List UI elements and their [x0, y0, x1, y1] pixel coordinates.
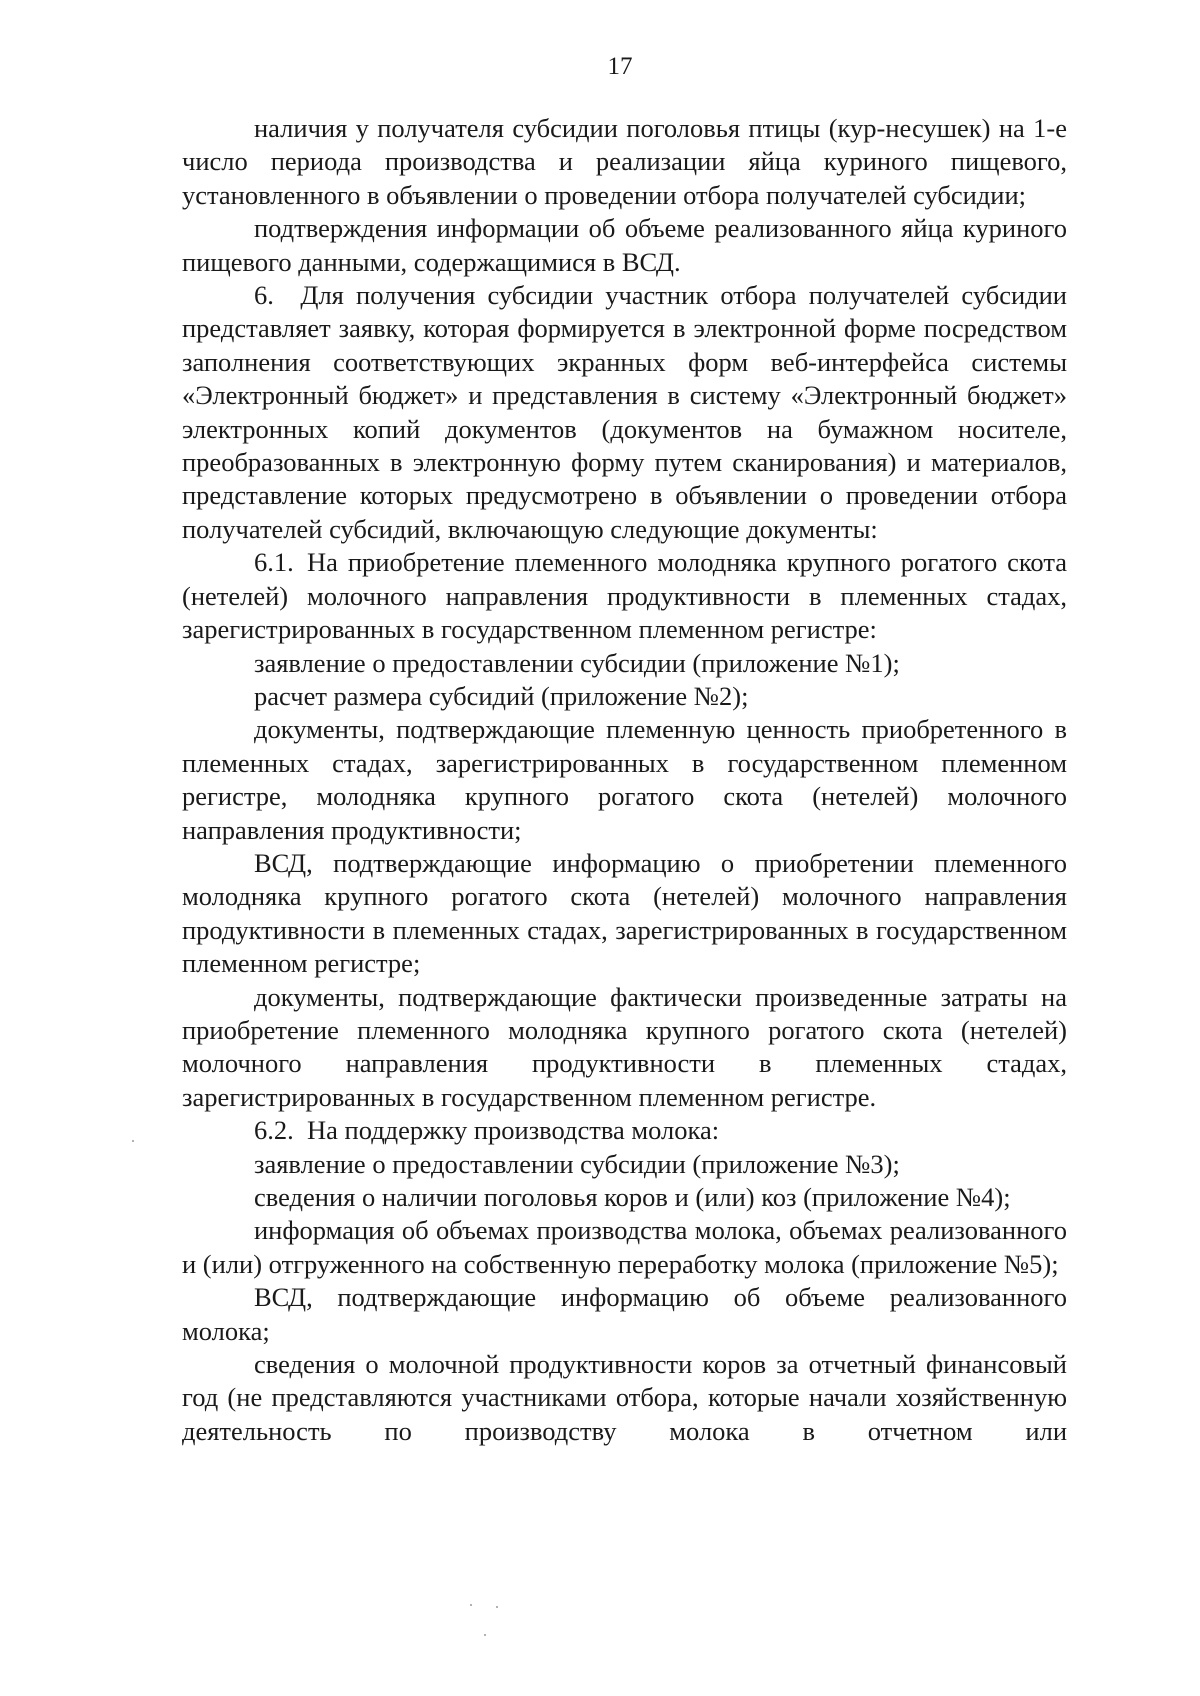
paragraph-section-6-1: 6.1. На приобретение племенного молодняка крупного рогатого скота (нетелей) молочного направления продуктивности в племенных стадах, зарегистрированных в государственном племенном регистре: [182, 547, 1067, 645]
scan-speck [132, 1140, 134, 1142]
paragraph-section-6-2: 6.2. На поддержку производства молока: [254, 1115, 720, 1146]
paragraph-poultry-stock: наличия у получателя субсидии поголовья птицы (кур-несушек) на 1-е число периода производства и реализации яйца куриного пищевого, установленного в объявлении о проведении отбора получателей субсидии; [182, 113, 1067, 210]
scan-speck [484, 1634, 486, 1636]
list-item-breeding-value-docs: документы, подтверждающие племенную ценность приобретенного в племенных стадах, зарегистрированных в государственном племенном регистре, молодняка крупного рогатого скота (нетелей) молочного направления продуктивности; [182, 714, 1067, 845]
paragraph-section-6: 6. Для получения субсидии участник отбора получателей субсидии представляет заявку, которая формируется в электронной форме посредством заполнения соответствующих экранных форм веб-интерфейса системы «Электронный бюджет» и представления в систему «Электронный бюджет» электронных копий документов (документов на бумажном носителе, преобразованных в электронную форму путем сканирования) и материалов, представление которых предусмотрено в объявлении о проведении отбора получателей субсидий, включающую следующие документы: [182, 280, 1067, 544]
list-item-application-3: заявление о предоставлении субсидии (приложение №3); [254, 1148, 900, 1179]
scan-speck [496, 1606, 498, 1608]
scan-speck [470, 1604, 472, 1606]
list-item-application-1: заявление о предоставлении субсидии (приложение №1); [254, 647, 900, 678]
list-item-vsd-milk: ВСД, подтверждающие информацию об объеме реализованного молока; [182, 1282, 1067, 1346]
list-item-cost-docs: документы, подтверждающие фактически произведенные затраты на приобретение племенного молодняка крупного рогатого скота (нетелей) молочного направления продуктивности в племенных стадах, зарегистрированных в государственном племенном регистре. [182, 981, 1067, 1112]
page-number: 17 [607, 53, 633, 80]
list-item-vsd-purchase: ВСД, подтверждающие информацию о приобретении племенного молодняка крупного рогатого скота (нетелей) молочного направления продуктивности в племенных стадах, зарегистрированных в государственном племенном регистре; [182, 847, 1067, 979]
list-item-milk-productivity: сведения о молочной продуктивности коров за отчетный финансовый год (не представляются участниками отбора, которые начали хозяйственную деятельность по производству молока в отчетном или [182, 1349, 1067, 1446]
list-item-livestock-4: сведения о наличии поголовья коров и (или) коз (приложение №4); [254, 1182, 1011, 1212]
paragraph-egg-volume: подтверждения информации об объеме реализованного яйца куриного пищевого данными, содержащимися в ВСД. [182, 213, 1067, 277]
list-item-calculation-2: расчет размера субсидий (приложение №2); [254, 680, 749, 711]
list-item-milk-volume-5: информация об объемах производства молока, объемах реализованного и (или) отгруженного на собственную переработку молока (приложение №5); [182, 1215, 1067, 1279]
document-body [182, 112, 1067, 1448]
